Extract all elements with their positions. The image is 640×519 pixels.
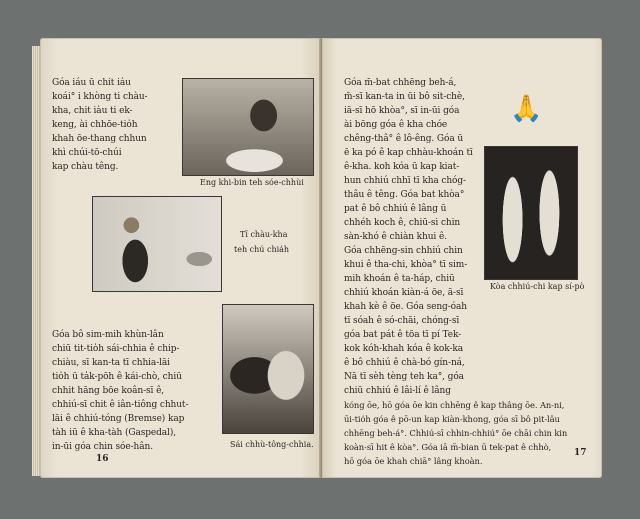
left-top-text [52, 76, 148, 174]
text-line: chhéh koch ê, chiū-si chin [344, 218, 461, 228]
text-line: khui ê tha-chi, khòa° tī sim- [344, 260, 468, 270]
text-line: kap chàu têng. [52, 162, 119, 172]
text-line: pat ê bô chhiú ê lâng ū [344, 204, 447, 214]
text-line: chiū tit-tio̍h sái-chhia ê chip- [52, 344, 180, 354]
text-line: chhiú-sī chit ê iân-tiông chhut- [52, 400, 189, 410]
open-book [38, 38, 606, 484]
page-edges [32, 46, 40, 476]
photo2-caption-line1: Tī chàu-kha [240, 230, 288, 239]
text-line: chêng-thâ° ê lô-êng. Góa ū [344, 134, 464, 144]
text-line: ē ka pó ê kap chhàu-khoán tī [344, 148, 473, 158]
text-line: lāi ê chhiú-tóng (Bremse) kap [52, 414, 185, 424]
text-line: thâu ê têng. Góa bat khòa° [344, 190, 465, 200]
photo3-caption: Sái chhù-tông-chhia. [230, 440, 314, 449]
text-line: m̄-sī kan-ta in ūi bô sit-chè, [344, 92, 465, 102]
photo2-caption-line2: teh chú chia̍h [234, 245, 290, 254]
text-line: ê bô chhiú ê chà-bó gín-ná, [344, 358, 465, 368]
text-line: ài bōng góa ê kha chóe [344, 120, 448, 130]
text-line: koàn-sī hit ê kòa°. Góa iā m̄-bian ū tek-pat ê chhò, [344, 442, 552, 452]
page-number-right: 17 [574, 448, 587, 458]
photo-feet [484, 146, 578, 280]
text-line: khah kè ê ōe. Góa seng-óah [344, 302, 467, 312]
text-line: kóng ōe, hō góa ōe kin chhēng ê kap thâng ōe. An-ni, [344, 400, 565, 410]
photo1-caption: Eng khi-bin teh sóe-chhùi [200, 178, 304, 187]
text-line: chhēng beh-á°. Chhiú-sī chhin-chhiú° ōe chāi chin kin [344, 428, 568, 438]
text-line: kha, chit ia̍u ti ek- [52, 106, 133, 116]
text-line: kok kóh-khah kóa ê kok-ka [344, 344, 463, 354]
text-line: tī sóah ê só-chāi, chóng-sī [344, 316, 460, 326]
text-line: mih khoán ê ta-háp, chiū [344, 274, 455, 284]
text-line: Nā tī sèh tèng teh ka°, góa [344, 372, 464, 382]
photo-caption-right: Kòa chhiú-chi kap sí-pò [490, 282, 585, 291]
text-line: chhit hāng bōe koân-sī ê, [52, 386, 165, 396]
text-line: Góa iáu ū chit ia̍u [52, 78, 131, 88]
text-line: hun chhiú chhī tī kha chóg- [344, 176, 466, 186]
text-line: Góa bô sim-mih khùn-lân [52, 330, 164, 340]
text-line: ê-kha. koh kóa ū kap kiat- [344, 162, 460, 172]
photo-woman-cooking [92, 196, 222, 292]
photo-driving-car [222, 304, 314, 434]
page-number-left: 16 [96, 454, 109, 464]
text-line: keng, ài chhōe-tio̍h [52, 120, 138, 130]
text-line: ūi-tio̍h góa ê pō-un kap kiàn-khong, góa sī bô pit-lâu [344, 414, 560, 424]
text-line: koái° i khòng ti chàu- [52, 92, 148, 102]
text-line: chiàu, sī kan-ta tī chhia-lāi [52, 358, 170, 368]
text-line: hō góa ōe khah chiā° lâng khoàn. [344, 456, 483, 466]
praying-hands-watermark-icon: 🙏 [510, 94, 543, 124]
photo-woman-washing [182, 78, 314, 176]
text-line: chhiú khoán kiàn-á ōe, ā-sī [344, 288, 464, 298]
text-line: khah ōe-thang chhun [52, 134, 147, 144]
text-line: tio̍h ū ta̍k-pōh ê kái-chò, chiū [52, 372, 182, 382]
text-line: in-ūi góa chin sóe-hân. [52, 442, 153, 452]
text-line: iā-sī hō khòa°, sī in-ūi góa [344, 106, 460, 116]
left-page [40, 38, 322, 478]
text-line: chiū chhiú ê lâi-lí ê lâng [344, 386, 451, 396]
text-line: Góa chhēng-sin chhiú chin [344, 246, 463, 256]
right-page [322, 38, 602, 478]
text-line: Góa m̄-bat chhēng beh-á, [344, 78, 457, 88]
text-line: góa bat pát ê tōa tī pí Tek- [344, 330, 462, 340]
text-line: tàh iū ê kha-tàh (Gaspedal), [52, 428, 177, 438]
text-line: khì chúi-tō-chúi [52, 148, 122, 158]
left-bottom-text [52, 328, 188, 454]
text-line: sàn-khó ê chiàn khui ê. [344, 232, 447, 242]
